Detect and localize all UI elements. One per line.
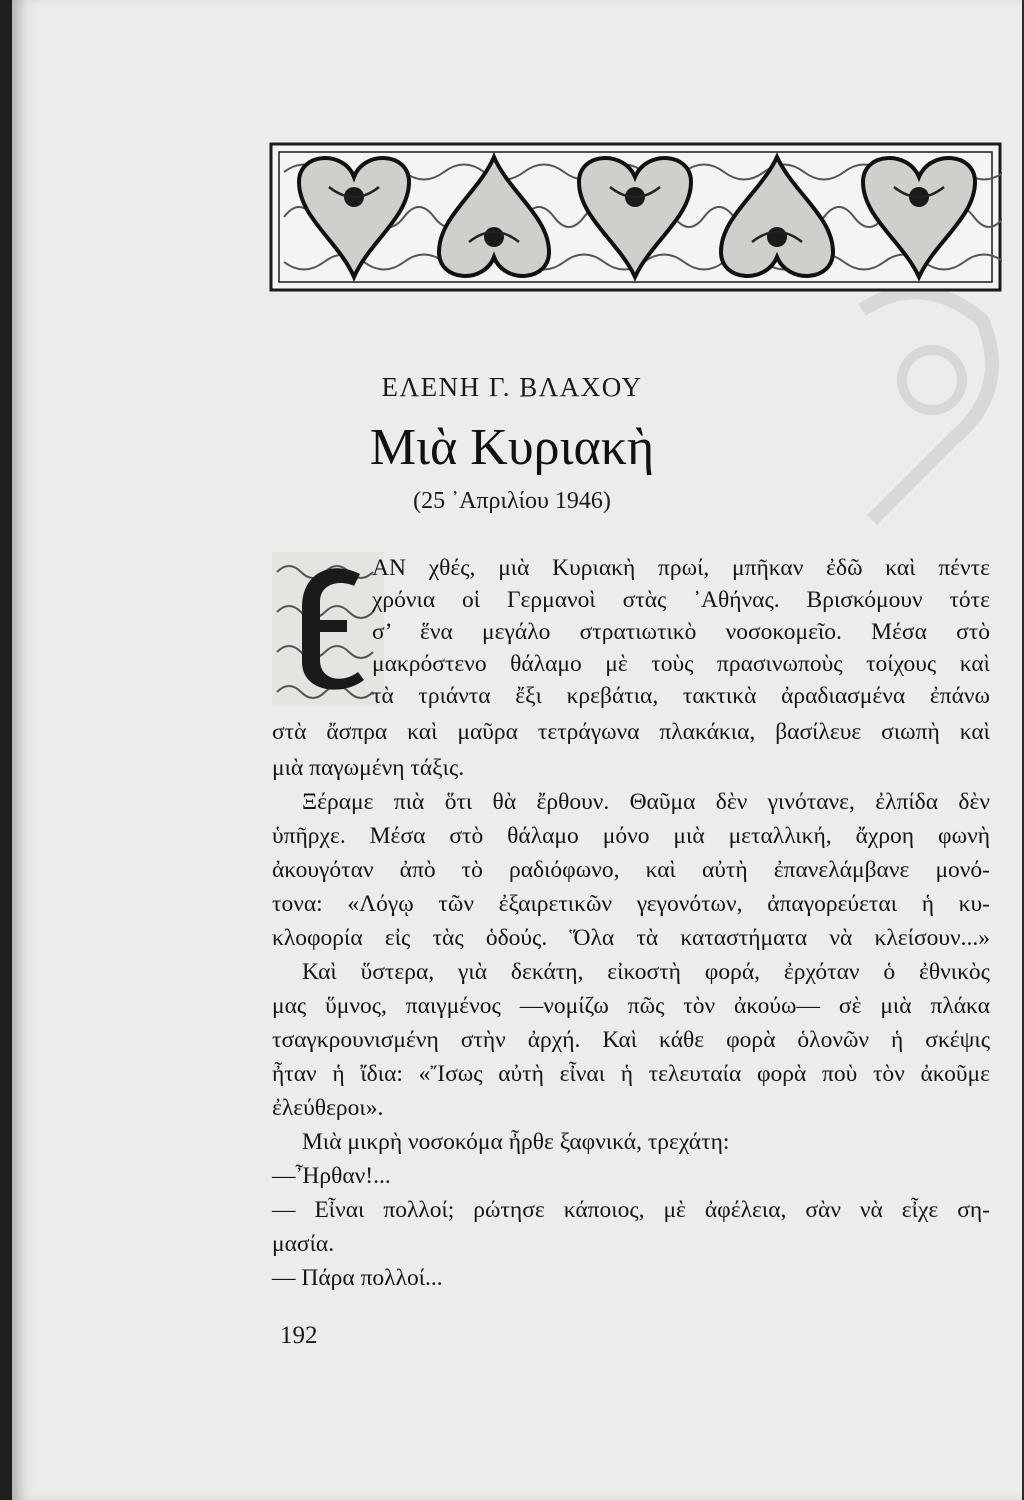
body-line-15: τσαγκρουνισμένη στὴν ἀρχή. Καὶ κάθε φορὰ ὁλονῶν ἡ σκέψις bbox=[272, 1027, 990, 1053]
body-line-14: μας ὕμνος, παιγμένος —νομίζω πῶς τὸν ἀκούω— σὲ μιὰ πλάκα bbox=[272, 993, 990, 1019]
page-number: 192 bbox=[280, 1322, 318, 1349]
body-line-10: ἀκουγόταν ἀπὸ τὸ ραδιόφωνο, καὶ αὐτὴ ἐπανελάμβανε μονό- bbox=[272, 857, 990, 883]
body-line-17: ἐλεύθεροι». bbox=[272, 1095, 384, 1121]
body-line-3: σ’ ἕνα μεγάλο στρατιωτικὸ νοσοκομεῖο. Μέσα στὸ bbox=[372, 619, 990, 645]
body-line-13: Καὶ ὕστερα, γιὰ δεκάτη, εἰκοστὴ φορά, ἐρχόταν ὁ ἐθνικὸς bbox=[302, 959, 990, 985]
body-line-5: τὰ τριάντα ἔξι κρεβάτια, τακτικὰ ἀραδιασμένα ἐπάνω bbox=[372, 683, 990, 709]
ornamental-dropcap-e bbox=[272, 552, 384, 706]
body-line-22: — Πάρα πολλοί... bbox=[272, 1265, 443, 1291]
body-line-6: στὰ ἄσπρα καὶ μαῦρα τετράγωνα πλακάκια, βασίλευε σιωπὴ καὶ bbox=[272, 719, 990, 745]
body-line-7: μιὰ παγωμένη τάξις. bbox=[272, 755, 465, 781]
book-page bbox=[12, 0, 1022, 1500]
body-line-1: ΑΝ χθές, μιὰ Κυριακὴ πρωί, μπῆκαν ἐδῶ καὶ πέντε bbox=[372, 555, 990, 581]
body-line-8: Ξέραμε πιὰ ὅτι θὰ ἔρθουν. Θαῦμα δὲν γινότανε, ἐλπίδα δὲν bbox=[302, 789, 990, 815]
body-line-9: ὑπῆρχε. Μέσα στὸ θάλαμο μόνο μιὰ μεταλλική, ἄχροη φωνὴ bbox=[272, 823, 990, 849]
body-line-21: μασία. bbox=[272, 1231, 335, 1257]
body-line-4: μακρόστενο θάλαμο μὲ τοὺς πρασινωποὺς τοίχους καὶ bbox=[372, 651, 990, 677]
body-line-12: κλοφορία εἰς τὰς ὁδούς. Ὅλα τὰ καταστήματα νὰ κλείσουν...» bbox=[272, 925, 990, 951]
body-line-11: τονα: «Λόγῳ τῶν ἐξαιρετικῶν γεγονότων, ἀπαγορεύεται ἡ κυ- bbox=[272, 891, 990, 917]
body-line-19: —Ἦρθαν!... bbox=[272, 1163, 391, 1189]
body-line-20: — Εἶναι πολλοί; ρώτησε κάποιος, μὲ ἀφέλεια, σὰν νὰ εἶχε ση- bbox=[272, 1197, 990, 1223]
author-name: ΕΛΕΝΗ Γ. ΒΛΑΧΟΥ bbox=[381, 372, 643, 402]
body-line-2: χρόνια οἱ Γερμανοὶ στὰς ᾿Αθήνας. Βρισκόμουν τότε bbox=[372, 587, 990, 613]
scan-edge bbox=[0, 0, 12, 1500]
body-line-16: ἦταν ἡ ἴδια: «Ἴσως αὐτὴ εἶναι ἡ τελευταία φορὰ ποὺ τὸν ἀκοῦμε bbox=[272, 1061, 990, 1087]
page-title: Μιὰ Κυριακὴ bbox=[369, 419, 655, 476]
date-subtitle: (25 ᾿Απριλίου 1946) bbox=[413, 488, 611, 514]
decorative-headpiece-banner bbox=[269, 142, 1002, 292]
body-line-18: Μιὰ μικρὴ νοσοκόμα ἦρθε ξαφνικά, τρεχάτη: bbox=[302, 1129, 730, 1155]
